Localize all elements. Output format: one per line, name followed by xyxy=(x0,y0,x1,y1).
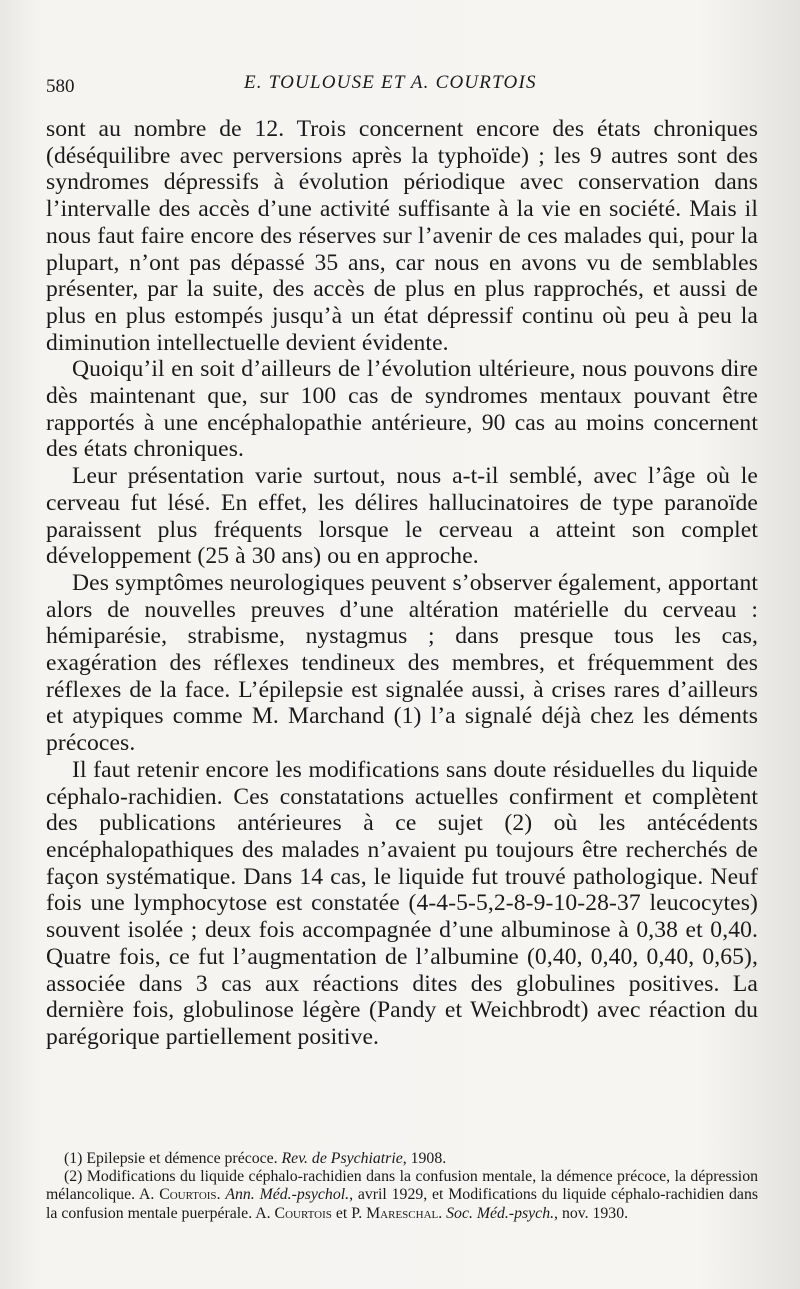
page-header xyxy=(46,70,766,100)
body-text xyxy=(46,116,758,1051)
paragraph-neurologic-symptoms: Des symptômes neurologiques peuvent s’observer également, apportant alors de nouvelles preuves d’une altération matérielle du cerveau : hémiparésie, strabisme, nystagmus ; dans presque tous les cas, exagération des réflexes tendineux des membres, et fréquemment des réflexes de la face. L’épilepsie est signalée aussi, à crises rares d’ailleurs et atypiques comme M. Marchand (1) l’a signalé déjà chez les déments précoces. xyxy=(46,569,758,757)
paragraph-csf: Il faut retenir encore les modifications sans doute résiduelles du liquide céphalo-rachidien. Ces constatations actuelles confirment et complètent des publications antérieures à ce sujet (2) où les antécédents encéphalopathiques des malades n’avaient pu toujours être recherchés de façon systématique. Dans 14 cas, le liquide fut trouvé pathologique. Neuf fois une lymphocytose est constatée (4-4-5-5,2-8-9-10-28-37 leucocytes) souvent isolée ; deux fois accompagnée d’une albuminose à 0,38 et 0,40. Quatre fois, ce fut l’augmentation de l’albumine (0,40, 0,40, 0,40, 0,65), associée dans 3 cas aux réactions dites des globulines positives. La dernière fois, globulinose légère (Pandy et Weichbrodt) avec réaction du parégorique partiellement positive. xyxy=(46,756,758,1050)
paragraph-continued: sont au nombre de 12. Trois concernent encore des états chroniques (déséquilibre avec perversions après la typhoïde) ; les 9 autres sont des syndromes dépressifs à évolution périodique avec conservation dans l’intervalle des accès d’une activité suffisante à la vie en société. Mais il nous faut faire encore des réserves sur l’avenir de ces malades qui, pour la plupart, n’ont pas dépassé 35 ans, car nous en avons vu de semblables présenter, par la suite, des accès de plus en plus rapprochés, et aussi de plus en plus estompés jusqu’à un état dépressif continu où peu à peu la diminution intellectuelle devient évidente. xyxy=(46,116,758,356)
footnote-1: (1) Epilepsie et démence précoce. Rev. de Psychiatrie, 1908. xyxy=(64,1150,447,1167)
paragraph-evolution: Quoiqu’il en soit d’ailleurs de l’évolution ultérieure, nous pouvons dire dès maintenant que, sur 100 cas de syndromes mentaux pouvant être rapportés à une encéphalopathie antérieure, 90 cas au moins concernent des états chroniques. xyxy=(46,356,758,463)
footnote-2: (2) Modifications du liquide céphalo-rachidien dans la confusion mentale, la démence précoce, la dépression mélancolique. A. Courtois. Ann. Méd.-psychol., avril 1929, et Modifications du liquide céphalo-rachidien dans la confusion mentale puerpérale. A. Courtois et P. Mareschal. Soc. Méd.-psych., nov. 1930. xyxy=(46,1168,758,1222)
running-head: E. TOULOUSE ET A. COURTOIS xyxy=(244,72,537,93)
page-number: 580 xyxy=(46,76,75,97)
paragraph-presentation: Leur présentation varie surtout, nous a-t-il semblé, avec l’âge où le cerveau fut lésé. En effet, les délires hallucinatoires de type paranoïde paraissent plus fréquents lorsque le cerveau a atteint son complet développement (25 à 30 ans) ou en approche. xyxy=(46,463,758,570)
footnotes xyxy=(46,1150,758,1223)
